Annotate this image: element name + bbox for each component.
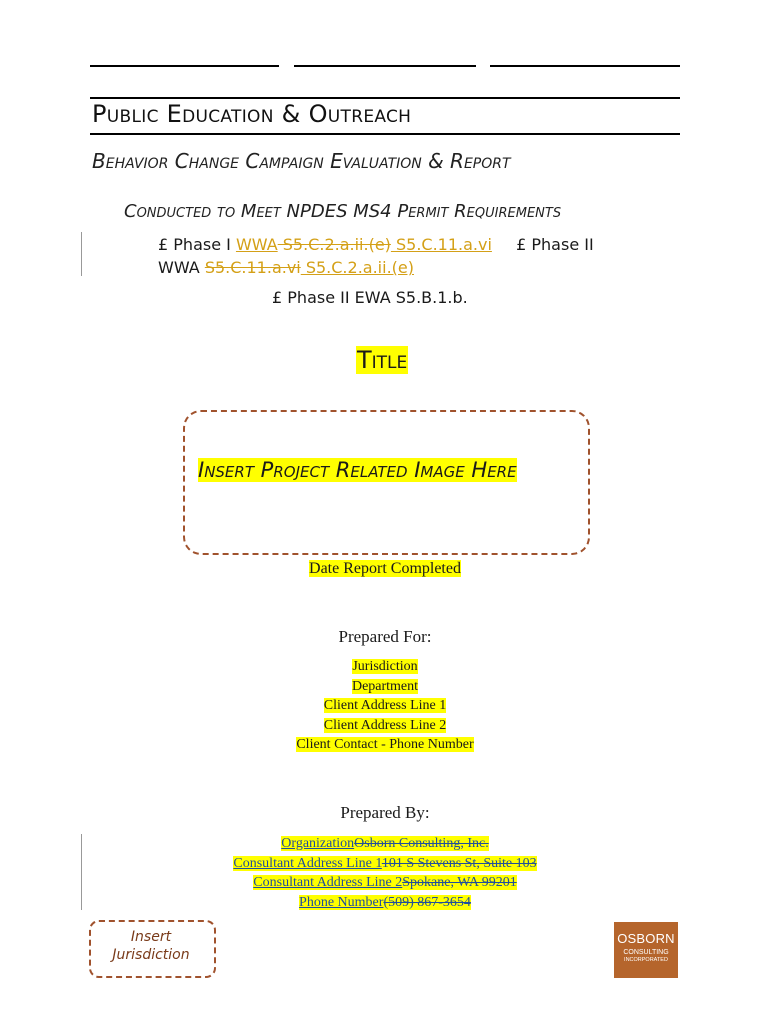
title-placeholder[interactable]: Title — [357, 346, 408, 374]
consultant-org-deleted: Osborn Consulting, Inc. — [354, 836, 489, 851]
client-jurisdiction[interactable]: Jurisdiction — [352, 659, 418, 674]
date-report-completed[interactable]: Date Report Completed — [309, 560, 461, 577]
permit-line-1 — [158, 235, 594, 254]
consultant-address-2-deleted: Spokane, WA 99201 — [402, 875, 517, 891]
top-rule-3 — [490, 65, 680, 67]
tracked-insert: S5.C.2.a.ii.(e) — [300, 258, 414, 277]
client-address-line-1[interactable]: Client Address Line 1 — [323, 698, 447, 714]
consultant-phone-deleted: (509) 867-3654 — [383, 894, 471, 910]
osborn-logo — [614, 922, 678, 978]
consultant-address-1-deleted: 101 S Stevens St, Suite 103 — [381, 855, 537, 871]
prepared-for-label: Prepared For: — [338, 627, 432, 646]
tracked-insert: WWA — [235, 235, 278, 254]
phase-2-label: Phase II — [531, 235, 594, 254]
permit-line-2 — [158, 258, 414, 277]
tracked-deletion: S5.C.11.a.vi — [204, 258, 301, 277]
jurisdiction-placeholder-text: Insert Jurisdiction — [112, 929, 190, 963]
wwa-label: WWA — [158, 258, 200, 277]
requirements-heading: Conducted to Meet NPDES MS4 Permit Requirements — [124, 201, 562, 222]
prepared-by-block — [0, 834, 770, 912]
document-subtitle: Behavior Change Campaign Evaluation & Report — [92, 149, 511, 173]
client-address-line-2[interactable]: Client Address Line 2 — [323, 717, 447, 733]
logo-line-3: INCORPORATED — [624, 957, 668, 963]
logo-name: OSBORN — [617, 931, 675, 946]
top-rule-2 — [294, 65, 476, 67]
consultant-phone-insert[interactable]: Phone Number — [299, 894, 384, 910]
checkbox-phase-2[interactable]: £ — [516, 235, 527, 254]
tracked-deletion: S5.C.2.a.ii.(e) — [277, 235, 391, 254]
document-title: Public Education & Outreach — [92, 100, 412, 128]
prepared-for-block — [0, 657, 770, 755]
consultant-address-2-insert[interactable]: Consultant Address Line 2 — [253, 875, 403, 891]
image-placeholder-label: Insert Project Related Image Here — [198, 458, 517, 482]
date-completed-wrap — [0, 560, 770, 578]
consultant-org-insert[interactable]: Organization — [281, 836, 355, 851]
client-department[interactable]: Department — [351, 678, 419, 694]
phase-1-label: Phase I — [173, 235, 231, 254]
title-rule-top — [90, 97, 680, 99]
logo-line-2: CONSULTING — [623, 949, 669, 956]
phase-2-ewa-label: Phase II EWA S5.B.1.b. — [287, 288, 468, 307]
client-contact[interactable]: Client Contact - Phone Number — [296, 737, 474, 753]
permit-line-3 — [272, 288, 468, 307]
tracked-insert: S5.C.11.a.vi — [390, 235, 492, 254]
image-placeholder-text — [198, 455, 528, 485]
checkbox-phase-2-ewa[interactable]: £ — [272, 288, 283, 307]
top-rule-1 — [90, 65, 279, 67]
prepared-by-label: Prepared By: — [340, 803, 430, 822]
checkbox-phase-1[interactable]: £ — [158, 235, 169, 254]
consultant-address-1-insert[interactable]: Consultant Address Line 1 — [233, 855, 382, 871]
change-bar — [81, 232, 82, 276]
title-rule-bottom — [90, 133, 680, 135]
